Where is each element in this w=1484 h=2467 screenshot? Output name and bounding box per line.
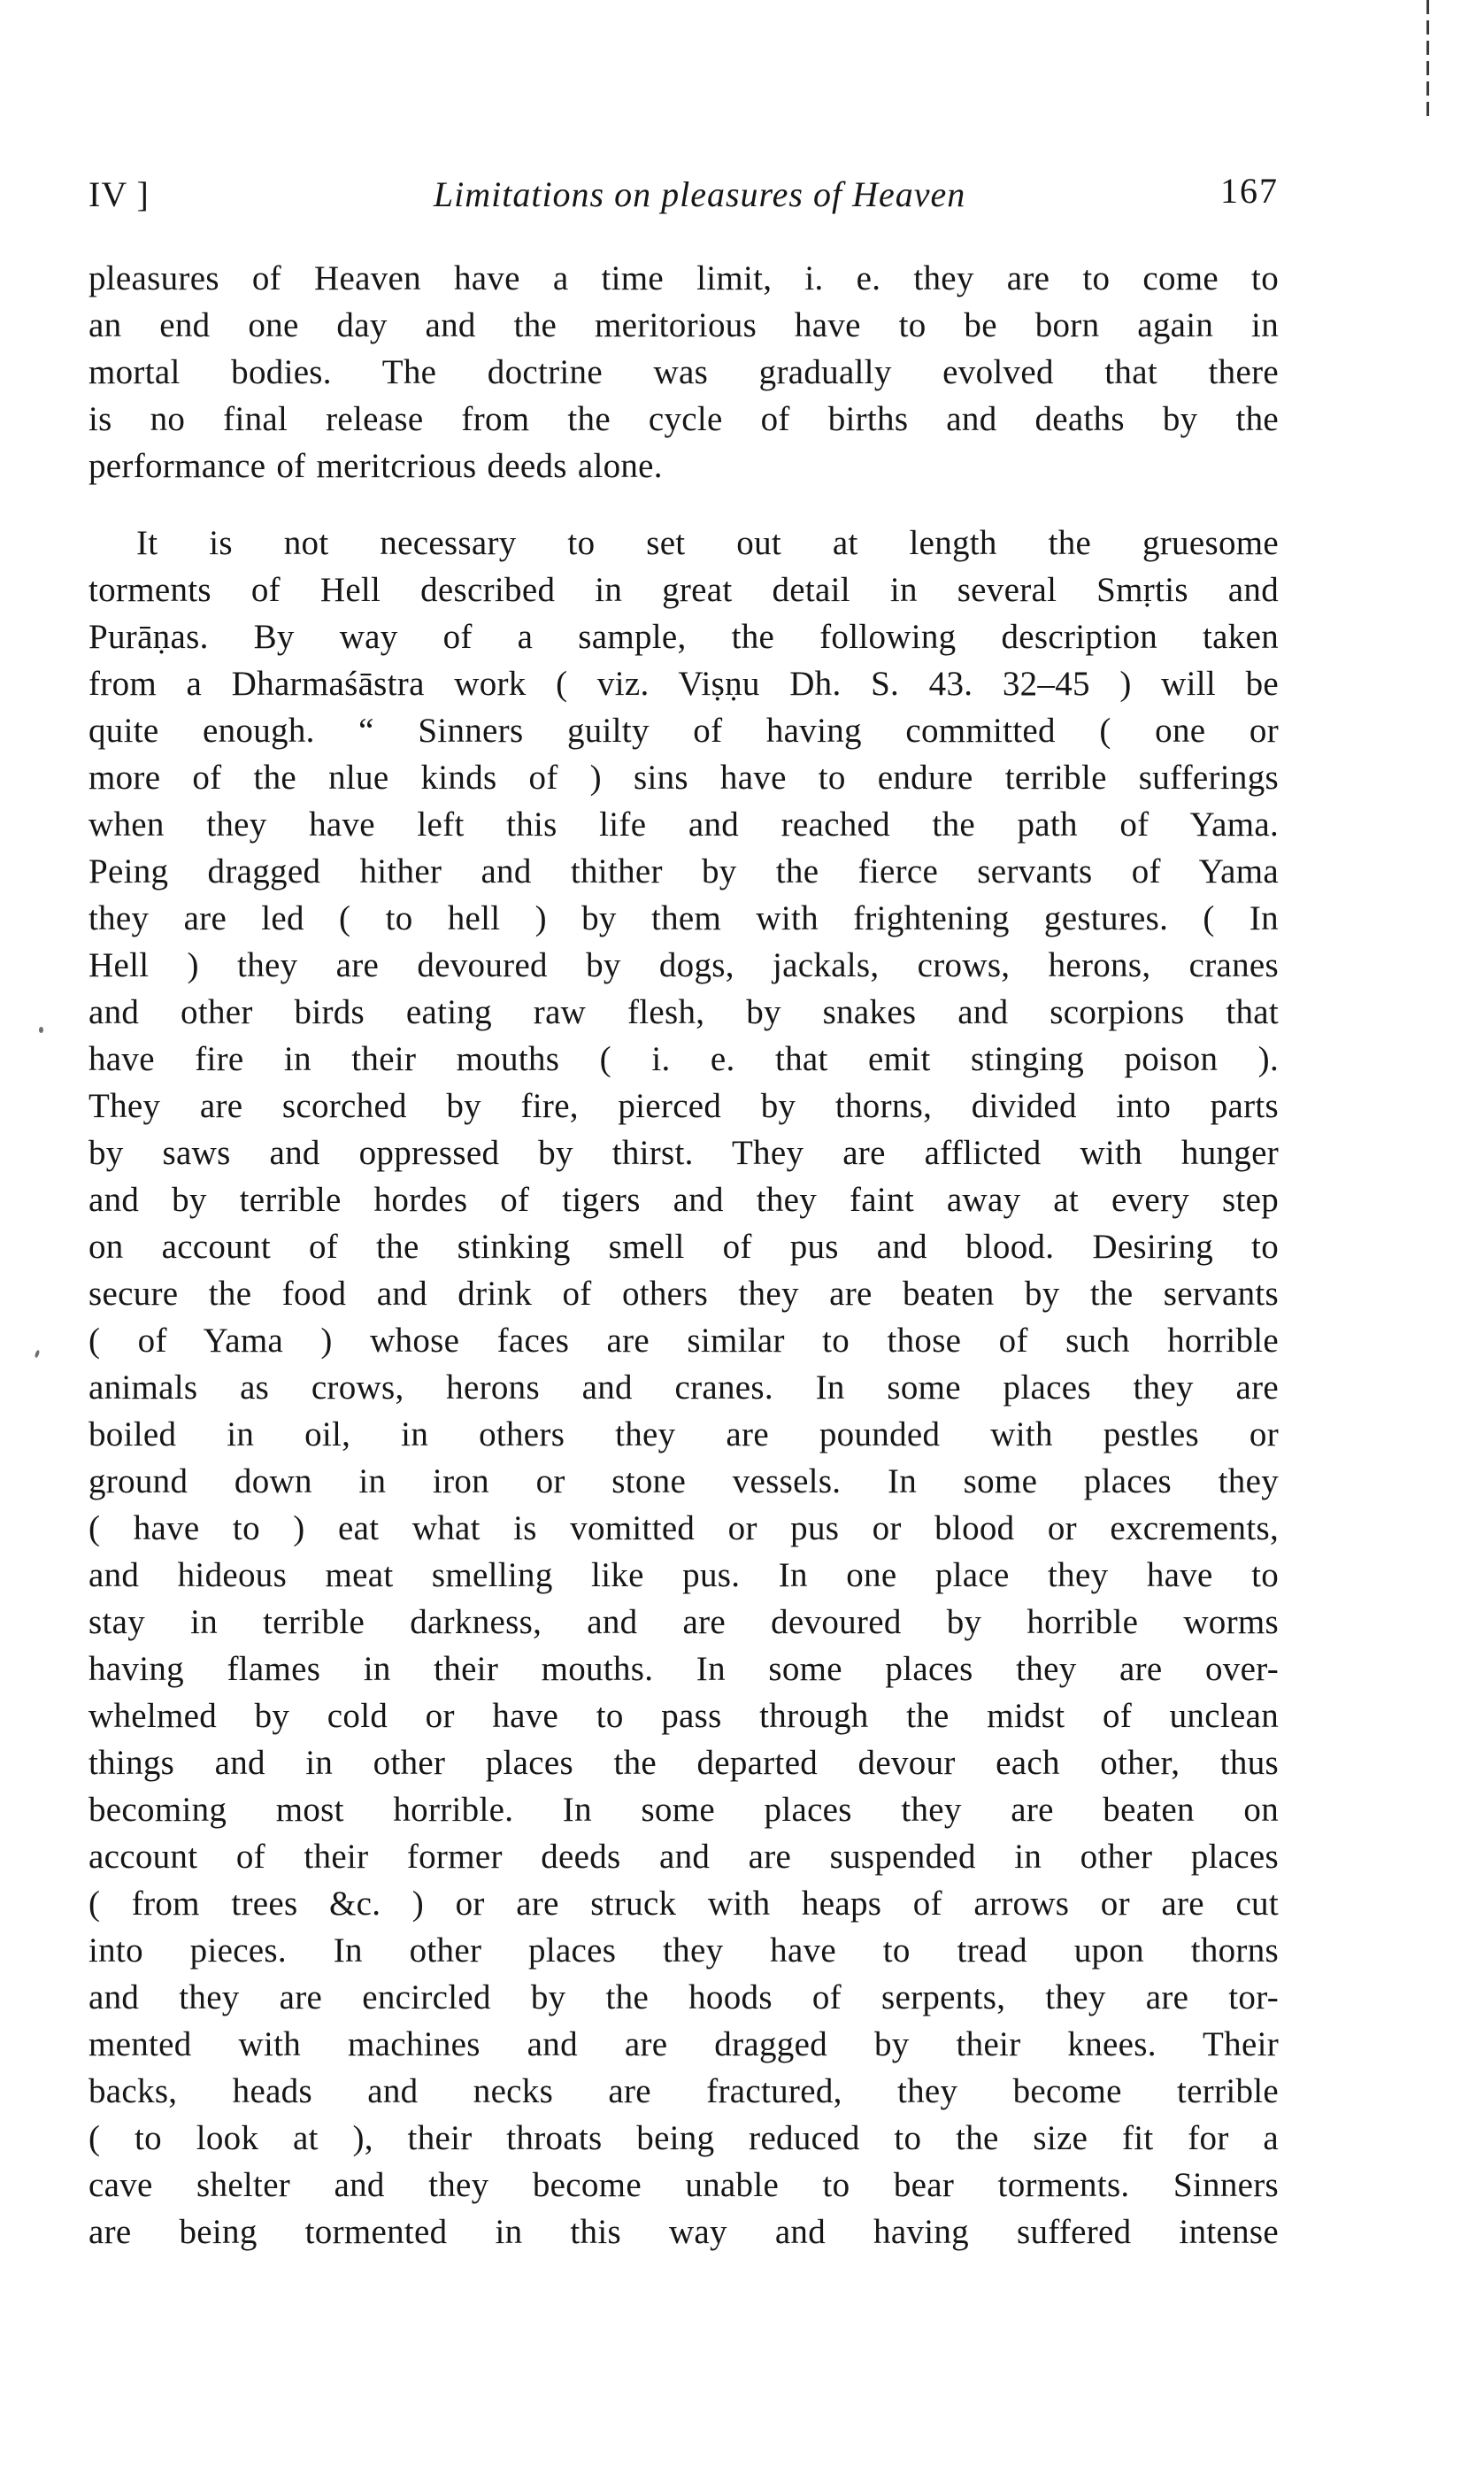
body-text [88,255,1279,2255]
text-line: and they are encircled by the hoods of serpents, they are tor- [88,1978,1279,2016]
page-number: 167 [1220,171,1279,211]
text-line: ( of Yama ) whose faces are similar to those of such horrible [88,1322,1279,1360]
text-line: and hideous meat smelling like pus. In one place they have to [88,1556,1279,1594]
text-line: backs, heads and necks are fractured, they become terrible [88,2072,1279,2110]
text-line: having flames in their mouths. In some places they are over- [88,1650,1279,1688]
text-line: stay in terrible darkness, and are devoured by horrible worms [88,1603,1279,1641]
paragraph [88,520,1279,2255]
text-line: animals as crows, herons and cranes. In some places they are [88,1368,1279,1407]
text-line: are being tormented in this way and having suffered intense [88,2213,1279,2251]
paragraph [88,255,1279,490]
text-line: quite enough. “ Sinners guilty of having committed ( one or [88,712,1279,750]
text-line: performance of meritcrious deeds alone. [88,447,663,485]
text-line: mortal bodies. The doctrine was gradually evolved that there [88,353,1279,391]
running-title: Limitations on pleasures of Heaven [433,174,966,214]
text-line: an end one day and the meritorious have to be born again in [88,306,1279,344]
text-line: account of their former deeds and are suspended in other places [88,1838,1279,1876]
text-line: becoming most horrible. In some places they are beaten on [88,1791,1279,1829]
text-line: when they have left this life and reached the path of Yama. [88,806,1279,844]
text-line: torments of Hell described in great detail in several Smṛtis and [88,571,1279,609]
text-line: ( to look at ), their throats being reduced to the size fit for a [88,2119,1279,2157]
text-line: whelmed by cold or have to pass through the midst of unclean [88,1697,1279,1735]
text-line: from a Dharmaśāstra work ( viz. Viṣṇu Dh. S. 43. 32–45 ) will be [88,665,1279,703]
text-line: more of the nlue kinds of ) sins have to endure terrible sufferings [88,759,1279,797]
scan-speck [35,1350,41,1359]
text-line: boiled in oil, in others they are pounded with pestles or [88,1415,1279,1453]
text-line: by saws and oppressed by thirst. They are afflicted with hunger [88,1134,1279,1172]
text-line: things and in other places the departed devour each other, thus [88,1744,1279,1782]
text-line: Hell ) they are devoured by dogs, jackals, crows, herons, cranes [88,946,1279,984]
text-line: mented with machines and are dragged by their knees. Their [88,2025,1279,2063]
text-line: into pieces. In other places they have to tread upon thorns [88,1931,1279,1970]
text-line: on account of the stinking smell of pus and blood. Desiring to [88,1228,1279,1266]
text-line: they are led ( to hell ) by them with frightening gestures. ( In [88,899,1279,937]
text-line: ground down in iron or stone vessels. In some places they [88,1462,1279,1500]
text-line: pleasures of Heaven have a time limit, i. e. they are to come to [88,259,1279,297]
text-line: Peing dragged hither and thither by the fierce servants of Yama [88,852,1279,890]
text-line: secure the food and drink of others they are beaten by the servants [88,1275,1279,1313]
text-line: and other birds eating raw flesh, by snakes and scorpions that [88,993,1279,1031]
text-line: They are scorched by fire, pierced by thorns, divided into parts [88,1087,1279,1125]
text-line: ( have to ) eat what is vomitted or pus or blood or excrements, [88,1509,1279,1547]
scan-speck [39,1027,43,1033]
text-line: Purāṇas. By way of a sample, the following description taken [88,618,1279,656]
text-line: is no final release from the cycle of births and deaths by the [88,400,1279,438]
text-line: ( from trees &c. ) or are struck with heaps of arrows or are cut [88,1885,1279,1923]
scan-artifact-line [1426,0,1429,122]
text-line: have fire in their mouths ( i. e. that emit stinging poison ). [88,1040,1279,1078]
chapter-marker: IV ] [88,174,150,214]
text-line: It is not necessary to set out at length the gruesome [136,524,1279,562]
page-header [88,171,1279,219]
text-line: and by terrible hordes of tigers and they faint away at every step [88,1181,1279,1219]
text-line: cave shelter and they become unable to bear torments. Sinners [88,2166,1279,2204]
